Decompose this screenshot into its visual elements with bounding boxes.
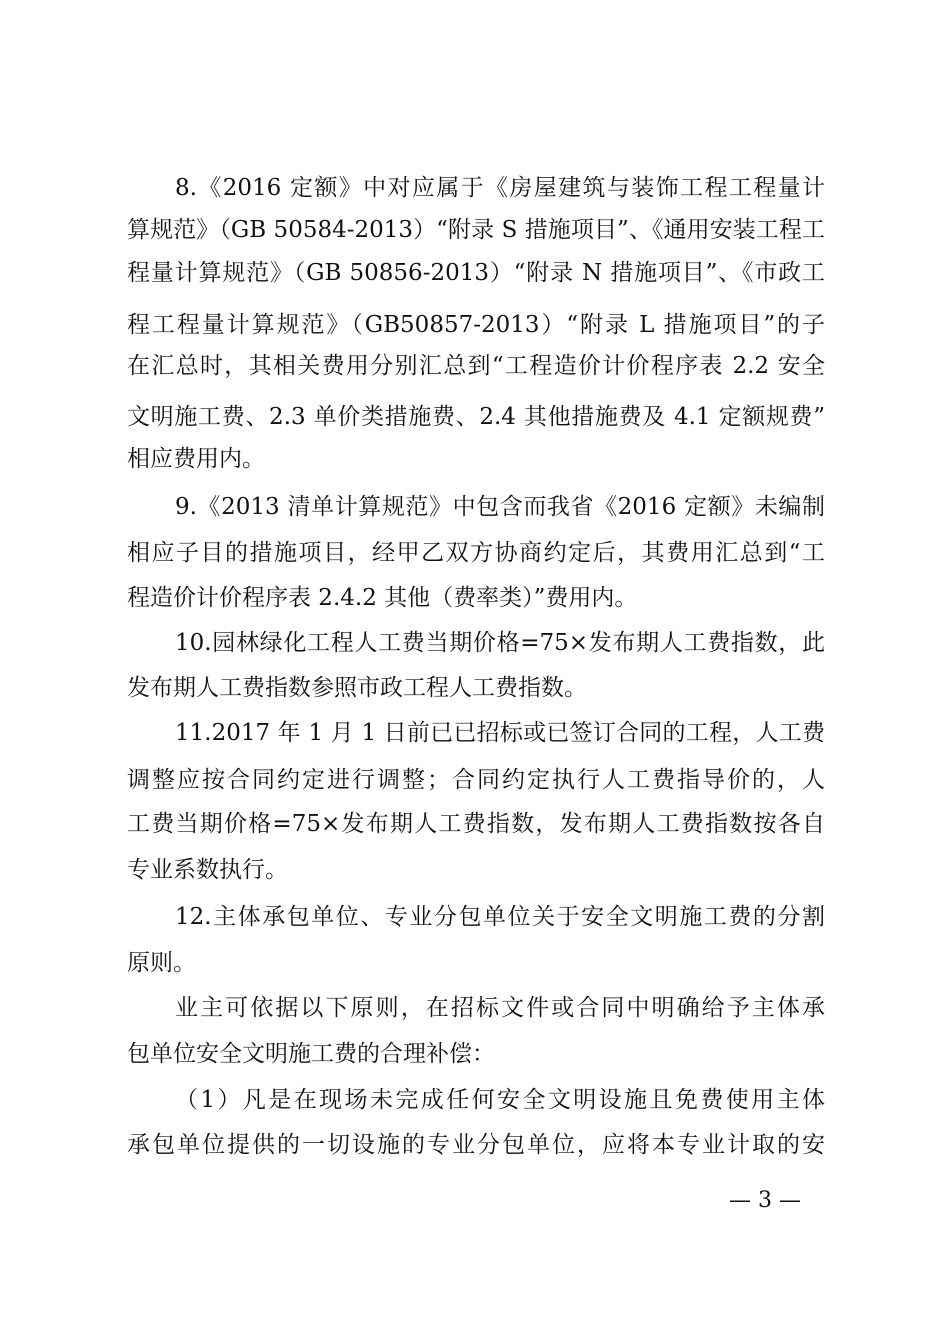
text-line-22: 承包单位提供的一切设施的专业分包单位，应将本专业计取的安	[127, 1132, 825, 1158]
text-line-1: 8.《2016 定额》中对应属于《房屋建筑与装饰工程工程量计	[175, 175, 825, 201]
text-line-18: 原则。	[127, 950, 196, 976]
text-line-11: 10.园林绿化工程人工费当期价格=75×发布期人工费指数，此	[175, 630, 825, 656]
text-line-14: 调整应按合同约定进行调整；合同约定执行人工费指导价的，人	[127, 767, 825, 793]
text-line-4: 程工程量计算规范》（GB50857-2013）“附录 L 措施项目”的子	[127, 312, 825, 338]
text-line-8: 9.《2013 清单计算规范》中包含而我省《2016 定额》未编制	[175, 494, 825, 520]
text-line-15: 工费当期价格=75×发布期人工费指数，发布期人工费指数按各自	[127, 811, 825, 837]
text-line-19: 业主可依据以下原则，在招标文件或合同中明确给予主体承	[175, 995, 825, 1021]
text-line-6: 文明施工费、2.3 单价类措施费、2.4 其他措施费及 4.1 定额规费”	[127, 404, 825, 430]
text-line-5: 在汇总时，其相关费用分别汇总到“工程造价计价程序表 2.2 安全	[127, 353, 825, 379]
text-line-21: （1）凡是在现场未完成任何安全文明设施且免费使用主体	[175, 1087, 825, 1113]
text-line-13: 11.2017 年 1 月 1 日前已已招标或已签订合同的工程，人工费	[175, 720, 825, 746]
text-line-20: 包单位安全文明施工费的合理补偿：	[127, 1041, 495, 1067]
text-line-3: 程量计算规范》（GB 50856-2013）“附录 N 措施项目”、《市政工	[127, 260, 825, 286]
page-number: — 3 —	[729, 1188, 801, 1213]
text-line-12: 发布期人工费指数参照市政工程人工费指数。	[127, 675, 587, 701]
text-line-2: 算规范》（GB 50584-2013）“附录 S 措施项目”、《通用安装工程工	[127, 217, 825, 243]
text-line-7: 相应费用内。	[127, 446, 265, 472]
text-line-10: 程造价计价程序表 2.4.2 其他（费率类）”费用内。	[127, 585, 638, 611]
text-line-16: 专业系数执行。	[127, 857, 288, 883]
text-line-9: 相应子目的措施项目，经甲乙双方协商约定后，其费用汇总到“工	[127, 540, 825, 566]
text-line-17: 12.主体承包单位、专业分包单位关于安全文明施工费的分割	[175, 904, 825, 930]
